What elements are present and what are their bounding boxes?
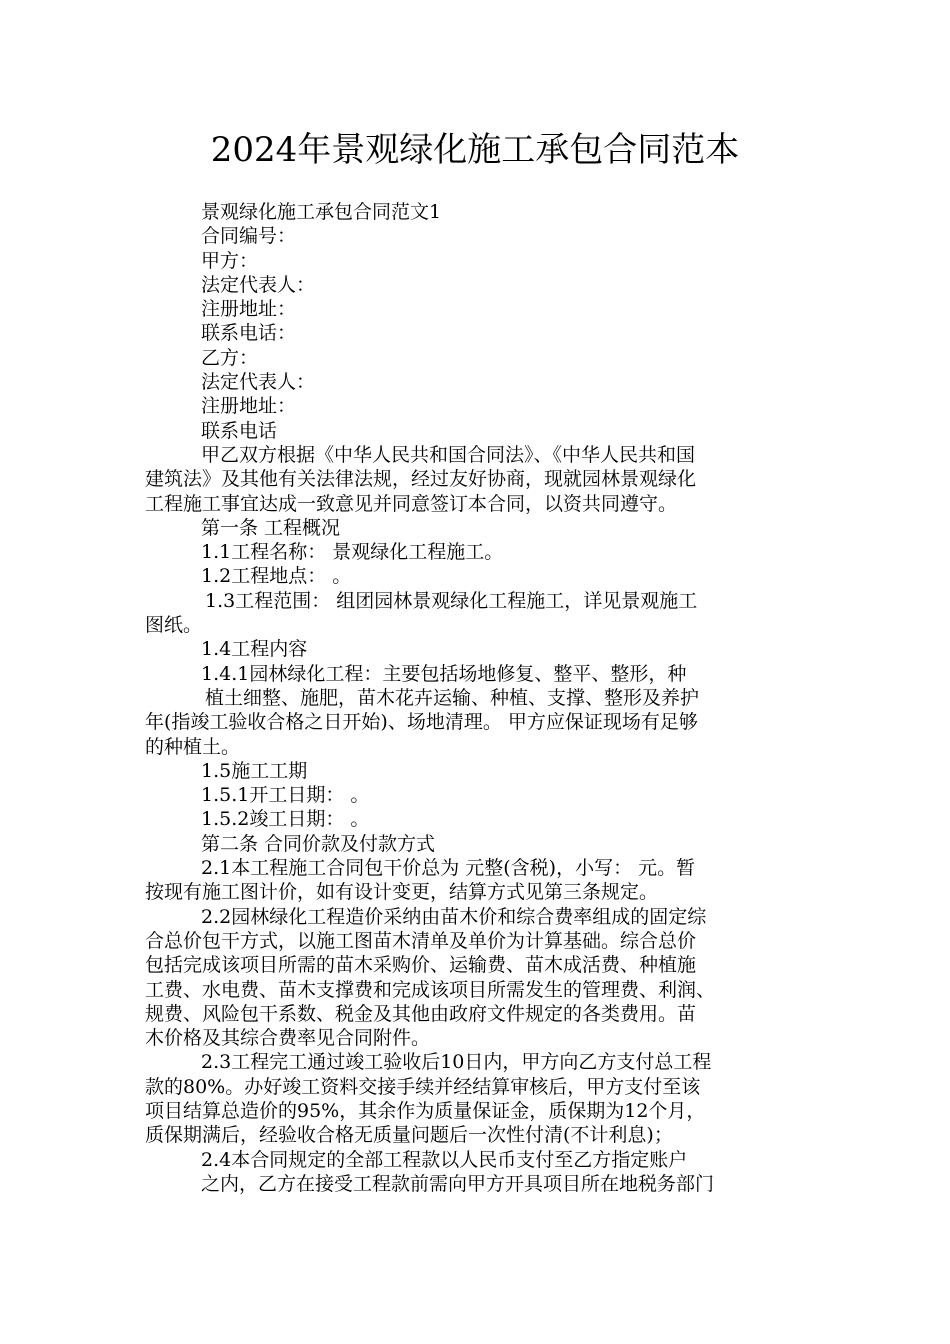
text-line: 工程施工事宜达成一致意见并同意签订本合同，以资共同遵守。	[145, 492, 678, 515]
text-line: 按现有施工图计价，如有设计变更，结算方式见第三条规定。	[145, 881, 659, 904]
text-line: 项目结算总造价的95%，其余作为质量保证金，质保期为12个月，	[145, 1099, 706, 1122]
text-line: 建筑法》及其他有关法律法规，经过友好协商，现就园林景观绿化	[145, 468, 697, 491]
text-line: 质保期满后，经验收合格无质量问题后一次性付清(不计利息)；	[145, 1124, 673, 1147]
text-line: 2.2园林绿化工程造价采纳由苗木价和综合费率组成的固定综	[201, 905, 707, 928]
text-line: 1.3工程范围： 组团园林景观绿化工程施工，详见景观施工	[205, 589, 698, 612]
text-line: 规费、风险包干系数、税金及其他由政府文件规定的各类费用。苗	[145, 1002, 697, 1025]
text-line: 第一条 工程概况	[201, 516, 341, 539]
text-line: 甲方：	[201, 249, 259, 272]
text-line: 1.1工程名称： 景观绿化工程施工。	[201, 541, 504, 564]
text-line: 之内，乙方在接受工程款前需向甲方开具项目所在地税务部门	[201, 1172, 715, 1195]
text-line: 木价格及其综合费率见合同附件。	[145, 1027, 431, 1050]
text-line: 包括完成该项目所需的苗木采购价、运输费、苗木成活费、种植施	[145, 954, 697, 977]
text-line: 注册地址：	[201, 395, 297, 418]
text-line: 景观绿化施工承包合同范文1	[201, 201, 442, 223]
text-line: 植土细整、施肥，苗木花卉运输、种植、支撑、整形及养护	[205, 686, 700, 709]
text-line: 1.4工程内容	[201, 638, 308, 661]
text-line: 图纸。	[145, 614, 203, 637]
text-line: 年(指竣工验收合格之日开始)、场地清理。 甲方应保证现场有足够	[145, 711, 698, 734]
text-line: 的种植土。	[145, 735, 241, 758]
text-line: 1.2工程地点： 。	[201, 565, 352, 588]
text-line: 乙方：	[201, 346, 259, 369]
text-line: 1.4.1园林绿化工程：主要包括场地修复、整平、整形，种	[201, 662, 687, 685]
text-line: 合同编号：	[201, 225, 297, 248]
text-line: 联系电话：	[201, 322, 297, 345]
text-line: 注册地址：	[201, 298, 297, 321]
text-line: 1.5.2竣工日期： 。	[201, 808, 370, 831]
text-line: 2.4本合同规定的全部工程款以人民币支付至乙方指定账户	[201, 1148, 688, 1171]
text-line: 第二条 合同价款及付款方式	[201, 832, 436, 855]
text-line: 合总价包干方式，以施工图苗木清单及单价为计算基础。综合总价	[145, 929, 697, 952]
document-body	[145, 200, 813, 1196]
document-title: 2024年景观绿化施工承包合同范本	[210, 130, 740, 170]
text-line: 工费、水电费、苗木支撑费和完成该项目所需发生的管理费、利润、	[145, 978, 716, 1001]
text-line: 2.3工程完工通过竣工验收后10日内，甲方向乙方支付总工程	[201, 1051, 712, 1074]
text-line: 2.1本工程施工合同包干价总为 元整(含税)，小写： 元。暂	[201, 857, 696, 880]
text-line: 法定代表人：	[201, 273, 316, 296]
text-line: 联系电话	[201, 419, 278, 442]
text-line: 1.5施工工期	[201, 759, 308, 782]
text-line: 法定代表人：	[201, 371, 316, 394]
text-line: 甲乙双方根据《中华人民共和国合同法》、《中华人民共和国	[201, 443, 696, 466]
text-line: 1.5.1开工日期： 。	[201, 784, 370, 807]
text-line: 款的80%。办好竣工资料交接手续并经结算审核后，甲方支付至该	[145, 1075, 701, 1098]
